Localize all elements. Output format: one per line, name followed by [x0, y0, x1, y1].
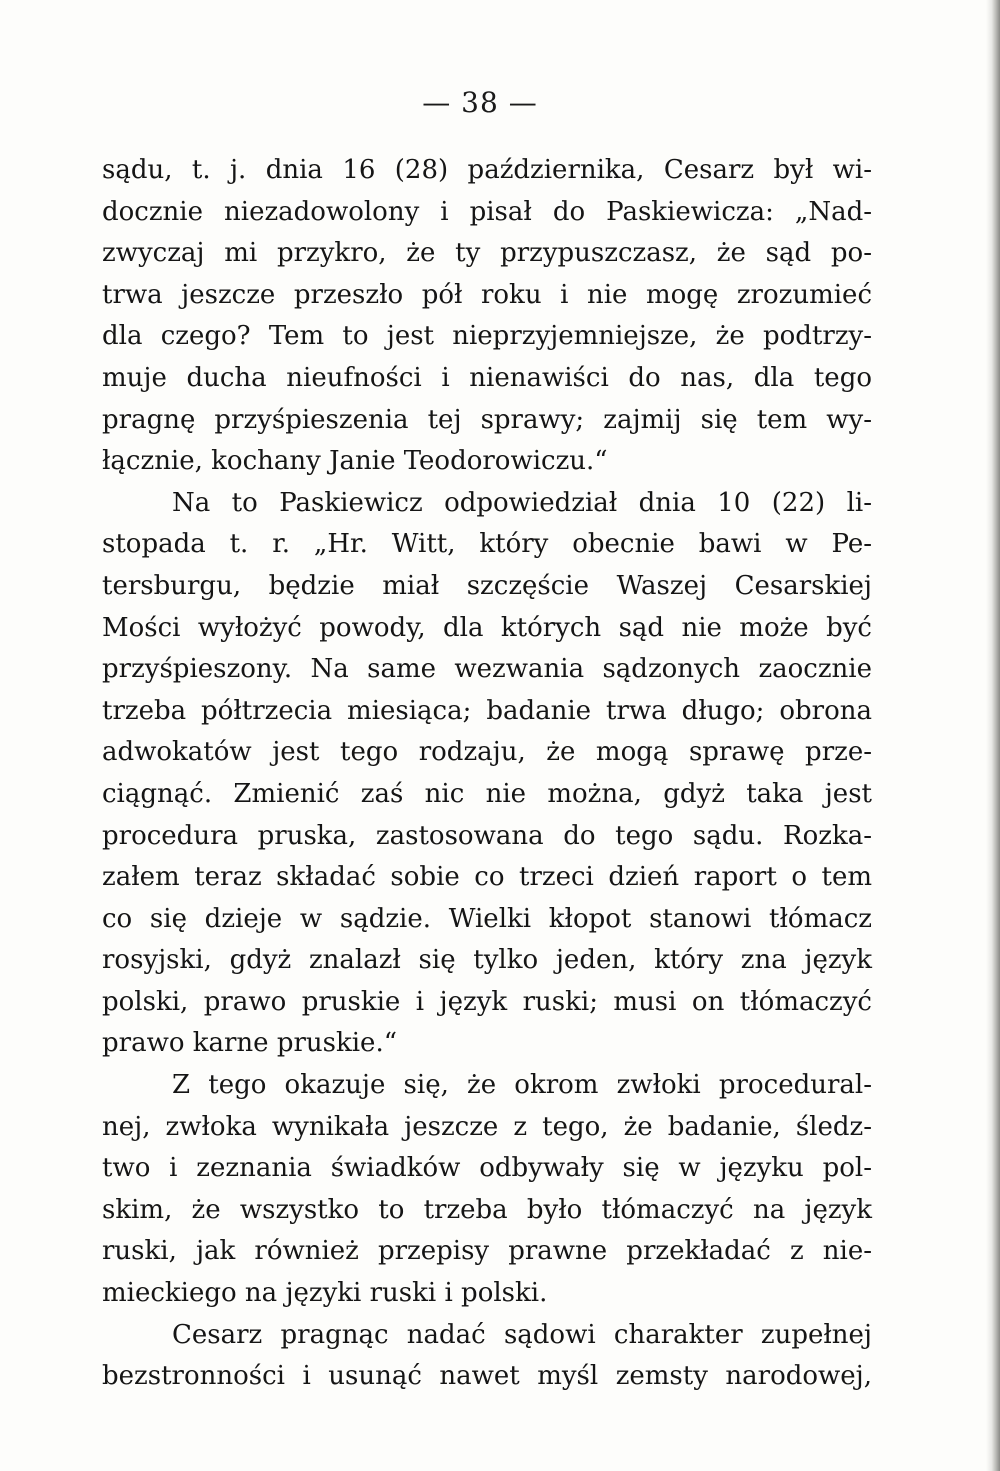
text-line: skim, że wszystko to trzeba było tłómaczyć na język [102, 1194, 872, 1225]
text-line: adwokatów jest tego rodzaju, że mogą sprawę prze- [102, 737, 872, 768]
text-line: ruski, jak również przepisy prawne przekładać z nie- [102, 1236, 872, 1267]
text-line: Cesarz pragnąc nadać sądowi charakter zupełnej [172, 1319, 872, 1350]
text-line: bezstronności i usunąć nawet myśl zemsty narodowej, [102, 1361, 872, 1392]
text-line: sądu, t. j. dnia 16 (28) października, Cesarz był wi- [102, 155, 872, 185]
text-line: łącznie, kochany Janie Teodorowiczu.“ [102, 446, 608, 477]
text-line: ciągnąć. Zmienić zaś nic nie można, gdyż taka jest [102, 778, 872, 809]
text-line: Z tego okazuje się, że okrom zwłoki procedural- [172, 1070, 872, 1101]
text-line: mieckiego na języki ruski i polski. [102, 1278, 548, 1309]
text-line: zwyczaj mi przykro, że ty przypuszczasz, że sąd po- [102, 238, 872, 269]
text-line: nej, zwłoka wynikała jeszcze z tego, że badanie, śledz- [102, 1111, 872, 1142]
page-edge-shadow [986, 0, 1000, 1471]
page-number: — 38 — [422, 86, 538, 119]
text-line: rosyjski, gdyż znalazł się tylko jeden, który zna język [102, 945, 872, 976]
text-line: Na to Paskiewicz odpowiedział dnia 10 (22) li- [172, 487, 872, 518]
text-line: tersburgu, będzie miał szczęście Waszej Cesarskiej [102, 570, 872, 601]
body-text [102, 150, 872, 1398]
text-line: docznie niezadowolony i pisał do Paskiewicza: „Nad- [102, 196, 872, 227]
text-line: trwa jeszcze przeszło pół roku i nie mogę zrozumieć [102, 279, 872, 310]
text-line: prawo karne pruskie.“ [102, 1028, 398, 1059]
text-line: Mości wyłożyć powody, dla których sąd nie może być [102, 612, 872, 643]
text-line: co się dzieje w sądzie. Wielki kłopot stanowi tłómacz [102, 903, 872, 934]
text-line: stopada t. r. „Hr. Witt, który obecnie bawi w Pe- [102, 529, 872, 560]
text-line: procedura pruska, zastosowana do tego sądu. Rozka- [102, 820, 872, 851]
text-line: polski, prawo pruskie i język ruski; musi on tłómaczyć [102, 986, 872, 1017]
text-line: przyśpieszony. Na same wezwania sądzonych zaocznie [102, 654, 872, 685]
text-line: pragnę przyśpieszenia tej sprawy; zajmij się tem wy- [102, 404, 872, 435]
text-line: dla czego? Tem to jest nieprzyjemniejsze, że podtrzy- [102, 321, 872, 352]
text-line: trzeba półtrzecia miesiąca; badanie trwa długo; obrona [102, 695, 872, 726]
text-line: muje ducha nieufności i nienawiści do nas, dla tego [102, 362, 872, 393]
text-line: two i zeznania świadków odbywały się w języku pol- [102, 1153, 872, 1184]
text-line: załem teraz składać sobie co trzeci dzień raport o tem [102, 862, 872, 893]
